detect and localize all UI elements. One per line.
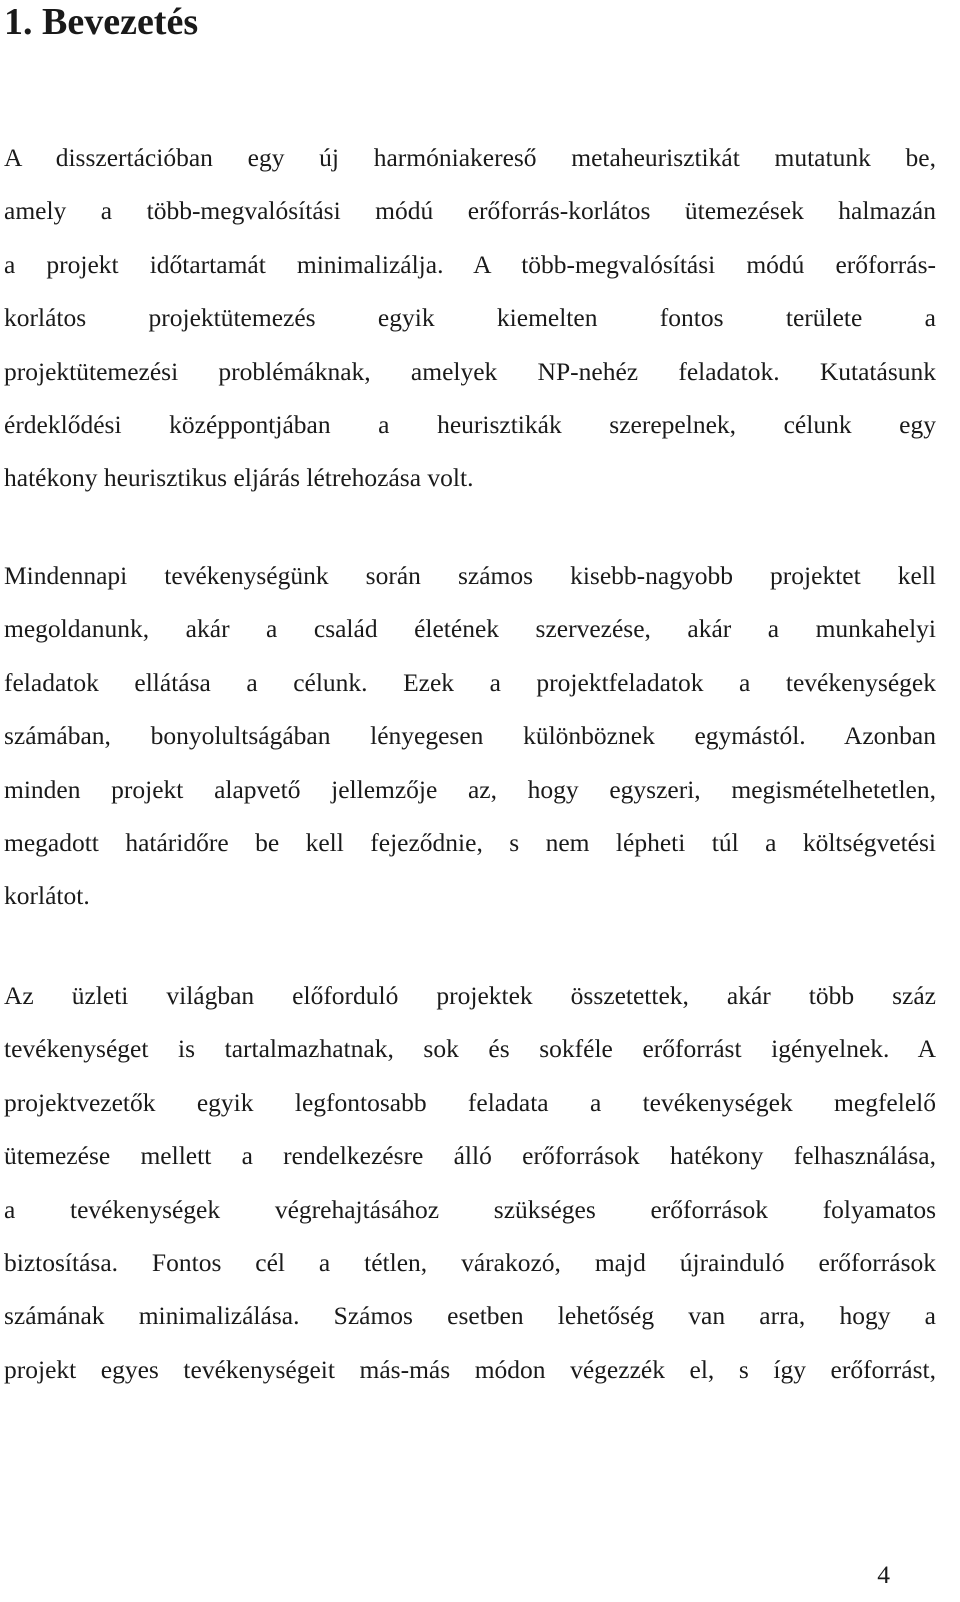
paragraph-line: projektütemezési problémáknak, amelyek NP-nehéz feladatok. Kutatásunk [4,356,936,386]
paragraph-line: biztosítása. Fontos cél a tétlen, várakozó, majd újrainduló erőforrások [4,1248,936,1278]
paragraph-line: megadott határidőre be kell fejeződnie, s nem lépheti túl a költségvetési [4,828,936,858]
paragraph-line: megoldanunk, akár a család életének szervezése, akár a munkahelyi [4,614,936,644]
section-heading: 1. Bevezetés [4,1,199,43]
paragraph-line: a projekt időtartamát minimalizálja. A több-megvalósítási módú erőforrás- [4,249,936,279]
paragraph-line: érdeklődési középpontjában a heurisztikák szerepelnek, célunk egy [4,410,936,440]
paragraph-line: feladatok ellátása a célunk. Ezek a projektfeladatok a tevékenységek [4,667,936,697]
paragraph-line: amely a több-megvalósítási módú erőforrás-korlátos ütemezések halmazán [4,196,936,226]
paragraph-line: a tevékenységek végrehajtásához szükséges erőforrások folyamatos [4,1194,936,1224]
paragraph-line: projekt egyes tevékenységeit más-más módon végezzék el, s így erőforrást, [4,1354,936,1384]
paragraph-line: projektvezetők egyik legfontosabb feladata a tevékenységek megfelelő [4,1087,936,1117]
page-number: 4 [877,1560,890,1589]
paragraph-line: számában, bonyolultságában lényegesen különböznek egymástól. Azonban [4,721,936,751]
paragraph-line: korlátos projektütemezés egyik kiemelten fontos területe a [4,303,936,333]
paragraph-3 [4,969,936,1396]
paragraph-line: Az üzleti világban előforduló projektek összetettek, akár több száz [4,981,936,1010]
paragraph-2 [4,549,936,923]
paragraph-line: tevékenységet is tartalmazhatnak, sok és sokféle erőforrást igényelnek. A [4,1034,936,1064]
paragraph-line: hatékony heurisztikus eljárás létrehozása volt. [4,463,474,493]
paragraph-line: A disszertációban egy új harmóniakereső metaheurisztikát mutatunk be, [4,143,936,172]
paragraph-line: Mindennapi tevékenységünk során számos kisebb-nagyobb projektet kell [4,561,936,590]
paragraph-line: minden projekt alapvető jellemzője az, hogy egyszeri, megismételhetetlen, [4,774,936,804]
paragraph-line: ütemezése mellett a rendelkezésre álló erőforrások hatékony felhasználása, [4,1141,936,1171]
paragraph-1 [4,131,936,505]
paragraph-line: korlátot. [4,881,90,911]
paragraph-line: számának minimalizálása. Számos esetben lehetőség van arra, hogy a [4,1301,936,1331]
